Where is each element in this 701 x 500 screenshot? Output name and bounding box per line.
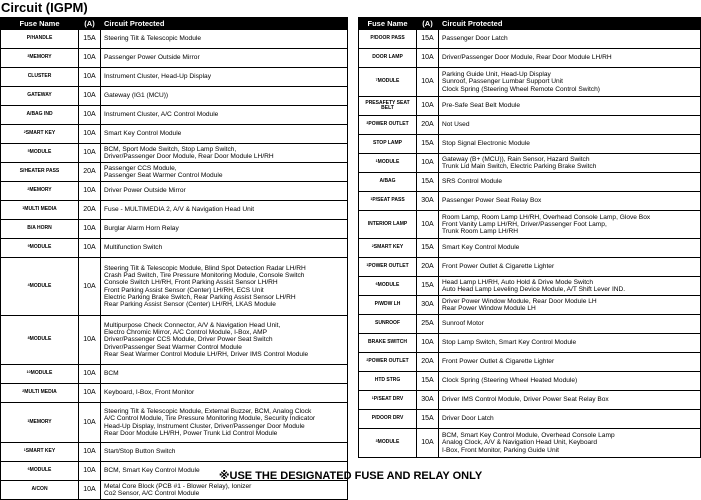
table-row [359,68,701,97]
fuse-table-right [358,17,701,458]
table-row [1,182,348,201]
fuse-amp-cell: 15A [79,30,101,49]
circuit-protected-cell: Passenger Power Outside Mirror [101,49,348,68]
fuse-name-cell [359,30,417,49]
table-row [359,277,701,296]
header-amp: (A) [417,18,439,30]
fuse-name: DOOR LAMP [372,54,403,61]
fuse-name: P/SEAT DRV [373,396,404,403]
fuse-amp-cell: 15A [417,372,439,391]
fuse-name: MODULE [29,467,52,474]
fuse-name: MODULE [377,439,400,446]
fuse-name-cell [359,410,417,429]
fuse-name: B/A HORN [27,225,52,232]
fuse-amp-cell: 10A [79,49,101,68]
fuse-name-cell [1,384,79,403]
table-row [359,372,701,391]
circuit-protected-cell: Pre-Safe Seat Belt Module [439,97,701,116]
circuit-protected-cell: Burglar Alarm Horn Relay [101,220,348,239]
fuse-name: SMART KEY [25,448,56,455]
table-row [359,30,701,49]
fuse-amp-cell: 10A [79,106,101,125]
table-row [359,192,701,211]
fuse-name: POWER OUTLET [368,358,409,365]
circuit-protected-cell: Driver IMS Control Module, Driver Power Seat Relay Box [439,391,701,410]
table-row [1,258,348,316]
circuit-protected-cell: Sunroof Motor [439,315,701,334]
fuse-amp-cell: 10A [79,384,101,403]
circuit-protected-cell: BCM, Smart Key Control Module, Overhead Console Lamp Analog Clock, A/V & Navigation Head Unit, Keyboard I-Box, Front Monitor, Parking Guide Unit [439,429,701,458]
fuse-amp-cell: 20A [417,353,439,372]
fuse-name: SMART KEY [25,130,56,137]
fuse-name: STOP LAMP [373,140,402,147]
table-row [1,106,348,125]
circuit-protected-cell: Fuse - MULTIMEDIA 2, A/V & Navigation Head Unit [101,201,348,220]
fuse-name-cell [359,429,417,458]
circuit-protected-cell: Keyboard, I-Box, Front Monitor [101,384,348,403]
fuse-number: 1 [23,448,26,453]
circuit-protected-cell: Front Power Outlet & Cigarette Lighter [439,353,701,372]
fuse-amp-cell: 10A [79,316,101,365]
fuse-number: 6 [375,282,378,287]
fuse-amp-cell: 10A [79,365,101,384]
circuit-protected-cell: Instrument Cluster, A/C Control Module [101,106,348,125]
fuse-number: 2 [22,389,25,394]
fuse-name: MODULE [377,159,400,166]
circuit-protected-cell: Driver Power Window Module, Rear Door Module LH Rear Power Window Module LH [439,296,701,315]
fuse-amp-cell: 10A [417,154,439,173]
table-row [359,49,701,68]
fuse-name-cell [359,239,417,258]
table-row [359,239,701,258]
fuse-amp-cell: 10A [417,97,439,116]
circuit-protected-cell: Multifunction Switch [101,239,348,258]
table-row [1,384,348,403]
fuse-amp-cell: 20A [417,258,439,277]
fuse-name-cell [1,201,79,220]
fuse-name-cell [359,116,417,135]
fuse-name: P/SEAT PASS [372,197,405,204]
fuse-amp-cell: 10A [417,334,439,353]
circuit-protected-cell: Passenger Door Latch [439,30,701,49]
table-row [359,429,701,458]
fuse-name: S/HEATER PASS [19,168,60,175]
fuse-number: 1 [22,206,25,211]
circuit-protected-cell: Not Used [439,116,701,135]
fuse-amp-cell: 10A [79,68,101,87]
fuse-number: 9 [27,244,30,249]
fuse-number: 2 [366,358,369,363]
fuse-number: 1 [375,159,378,164]
fuse-name-cell [1,403,79,443]
table-row [359,315,701,334]
circuit-protected-cell: Driver Door Latch [439,410,701,429]
fuse-name-cell [359,68,417,97]
fuse-name: P/DOOR PASS [370,35,405,42]
fuse-name: MODULE [30,370,53,377]
circuit-protected-cell: Stop Lamp Switch, Smart Key Control Module [439,334,701,353]
circuit-protected-cell: Multipurpose Check Connector, A/V & Navigation Head Unit, Electro Chromic Mirror, A/C Control Module, I-Box, AMP Driver/Passenger CCS Module, Driver Power Seat Switch Driver/Passenger Seat Warmer Control Module Rear Seat Warmer Control Module LH/RH, Driver IMS Control Module [101,316,348,365]
table-row [359,116,701,135]
fuse-name: POWER OUTLET [368,121,409,128]
fuse-name: BRAKE SWITCH [368,339,407,346]
circuit-protected-cell: Steering Tilt & Telescopic Module [101,30,348,49]
fuse-name-cell [359,135,417,154]
circuit-protected-cell: Driver/Passenger Door Module, Rear Door Module LH/RH [439,49,701,68]
table-row [1,403,348,443]
circuit-protected-cell: Head Lamp LH/RH, Auto Hold & Drive Mode Switch Auto Head Lamp Leveling Device Module, A/T Shift Lever IND. [439,277,701,296]
table-row [359,97,701,116]
fuse-amp-cell: 10A [417,429,439,458]
fuse-amp-cell: 10A [417,68,439,97]
fuse-name-cell [359,277,417,296]
fuse-number: 1 [27,418,30,423]
fuse-amp-cell: 10A [79,403,101,443]
circuit-protected-cell: Steering Tilt & Telescopic Module, External Buzzer, BCM, Analog Clock A/C Control Module, Tire Pressure Monitoring Module, Security Indicator Head-Up Display, Instrument Cluster, Driver/Passenger Door Module Rear Door Module LH/RH, Power Trunk Lid Control Module [101,403,348,443]
fuse-name-cell [359,315,417,334]
fuse-name-cell [1,144,79,163]
circuit-protected-cell: BCM [101,365,348,384]
fuse-number: 2 [27,187,30,192]
circuit-protected-cell: Stop Signal Electronic Module [439,135,701,154]
circuit-protected-cell: Smart Key Control Module [439,239,701,258]
fuse-amp-cell: 10A [79,481,101,500]
fuse-name-cell [1,220,79,239]
table-row [1,443,348,462]
fuse-amp-cell: 10A [417,49,439,68]
fuse-number: 4 [27,282,30,287]
circuit-protected-cell: Driver Power Outside Mirror [101,182,348,201]
fuse-name: MULTI MEDIA [24,389,57,396]
header-circuit: Circuit Protected [101,18,348,30]
fuse-name-cell [359,391,417,410]
fuse-name: MEMORY [29,54,52,61]
fuse-name-cell [359,211,417,239]
fuse-name: GATEWAY [27,92,52,99]
circuit-protected-cell: Smart Key Control Module [101,125,348,144]
fuse-amp-cell: 15A [417,173,439,192]
fuse-number: 8 [27,336,30,341]
circuit-protected-cell: Metal Core Block (PCB #1 - Blower Relay), Ionizer Co2 Sensor, A/C Control Module [101,481,348,500]
fuse-name-cell [1,68,79,87]
circuit-protected-cell: Instrument Cluster, Head-Up Display [101,68,348,87]
circuit-protected-cell: Room Lamp, Room Lamp LH/RH, Overhead Console Lamp, Glove Box Front Vanity Lamp LH/RH, Driver/Passenger Foot Lamp, Trunk Room Lamp LH/RH [439,211,701,239]
fuse-name-cell [359,296,417,315]
table-row [1,87,348,106]
table-row [359,334,701,353]
fuse-amp-cell: 25A [417,315,439,334]
fuse-name: PRESAFETY SEAT BELT [365,99,410,111]
fuse-table-left [0,17,348,500]
fuse-amp-cell: 10A [79,144,101,163]
fuse-amp-cell: 15A [417,30,439,49]
fuse-amp-cell: 10A [79,443,101,462]
fuse-number: 10 [26,370,31,375]
fuse-name: A/BAG IND [26,111,53,118]
fuse-name: MODULE [29,336,52,343]
fuse-amp-cell: 10A [79,462,101,481]
fuse-amp-cell: 30A [417,296,439,315]
fuse-name: MULTI MEDIA [24,206,57,213]
table-row [359,258,701,277]
fuse-name-cell [1,258,79,316]
table-row [1,220,348,239]
fuse-amp-cell: 30A [417,192,439,211]
fuse-amp-cell: 20A [417,116,439,135]
circuit-protected-cell: Front Power Outlet & Cigarette Lighter [439,258,701,277]
fuse-amp-cell: 20A [79,201,101,220]
fuse-amp-cell: 15A [417,135,439,154]
fuse-name: MODULE [377,282,400,289]
fuse-amp-cell: 10A [79,182,101,201]
fuse-number: 2 [371,244,374,249]
fuse-name-cell [359,97,417,116]
fuse-name-cell [1,87,79,106]
circuit-protected-cell: Steering Tilt & Telescopic Module, Blind Spot Detection Radar LH/RH Crash Pad Switch, Tire Pressure Monitoring Module, Console Switch Console Switch LH/RH, Front Parking Assist Sensor LH/RH Front Parking Assist Sensor (Center) LH/RH, ECS Unit Electric Parking Brake Switch, Rear Parking Assist Sensor LH/RH Rear Parking Assist Sensor (Center) LH/RH, LKAS Module [101,258,348,316]
fuse-name-cell [1,49,79,68]
header-circuit: Circuit Protected [439,18,701,30]
fuse-name-cell [1,239,79,258]
circuit-protected-cell: Gateway (IG1 (MCU)) [101,87,348,106]
fuse-name: P/HANDLE [26,35,53,42]
table-row [1,163,348,182]
fuse-name: POWER OUTLET [368,263,409,270]
fuse-name-cell [1,481,79,500]
fuse-amp-cell: 10A [79,239,101,258]
fuse-amp-cell: 10A [79,258,101,316]
circuit-protected-cell: Passenger Power Seat Relay Box [439,192,701,211]
table-row [1,365,348,384]
fuse-number: 7 [375,78,378,83]
circuit-protected-cell: Passenger CCS Module, Passenger Seat Warmer Control Module [101,163,348,182]
header-fuse-name: Fuse Name [1,18,79,30]
fuse-number: 3 [375,439,378,444]
table-header-row [359,18,701,30]
fuse-amp-cell: 15A [417,239,439,258]
fuse-amp-cell: 15A [417,277,439,296]
fuse-name-cell [1,30,79,49]
fuse-name-cell [359,258,417,277]
fuse-number: 5 [27,149,30,154]
circuit-protected-cell: Clock Spring (Steering Wheel Heated Module) [439,372,701,391]
fuse-name: P/WDW LH [374,301,401,308]
fuse-name-cell [359,334,417,353]
fuse-name: MODULE [29,244,52,251]
fuse-name: A/CON [31,486,48,493]
circuit-protected-cell: Start/Stop Button Switch [101,443,348,462]
fuse-amp-cell: 20A [79,163,101,182]
table-row [1,481,348,500]
circuit-protected-cell: Gateway (B+ (MCU)), Rain Sensor, Hazard Switch Trunk Lid Main Switch, Electric Parking Brake Switch [439,154,701,173]
fuse-name: MEMORY [29,418,52,425]
circuit-protected-cell: BCM, Sport Mode Switch, Stop Lamp Switch, Driver/Passenger Door Module, Rear Door Module LH/RH [101,144,348,163]
fuse-name: MODULE [29,282,52,289]
fuse-name: CLUSTER [27,73,52,80]
header-fuse-name: Fuse Name [359,18,417,30]
header-amp: (A) [79,18,101,30]
table-row [359,353,701,372]
table-row [1,316,348,365]
fuse-number: 3 [366,121,369,126]
table-row [1,49,348,68]
table-row [359,154,701,173]
table-row [359,173,701,192]
table-row [1,144,348,163]
table-row [359,410,701,429]
fuse-name: A/BAG [379,178,396,185]
fuse-name-cell [359,49,417,68]
table-row [359,391,701,410]
table-row [1,239,348,258]
table-row [1,201,348,220]
fuse-name-cell [359,173,417,192]
fuse-name: MEMORY [29,187,52,194]
fuse-number: 6 [27,467,30,472]
circuit-protected-cell: BCM, Smart Key Control Module [101,462,348,481]
fuse-name-cell [1,125,79,144]
table-row [1,68,348,87]
fuse-name: HTD STRG [374,377,401,384]
table-row [359,135,701,154]
fuse-name-cell [359,192,417,211]
fuse-name-cell [1,163,79,182]
fuse-warning-footer: ※USE THE DESIGNATED FUSE AND RELAY ONLY [218,470,483,482]
fuse-name: MODULE [29,149,52,156]
fuse-amp-cell: 10A [79,87,101,106]
fuse-number: 3 [27,54,30,59]
fuse-number: 1 [366,263,369,268]
fuse-name: SUNROOF [375,320,400,327]
fuse-name-cell [1,106,79,125]
fuse-name: MODULE [377,78,400,85]
fuse-amp-cell: 30A [417,391,439,410]
table-row [359,296,701,315]
fuse-name-cell [359,154,417,173]
fuse-name-cell [359,353,417,372]
table-row [1,125,348,144]
table-row [359,211,701,239]
fuse-amp-cell: 15A [417,410,439,429]
fuse-name-cell [1,182,79,201]
fuse-name: INTERIOR LAMP [367,220,408,227]
fuse-name-cell [1,365,79,384]
circuit-protected-cell: SRS Control Module [439,173,701,192]
fuse-name-cell [359,372,417,391]
fuse-number: 1 [371,396,374,401]
fuse-name-cell [1,316,79,365]
fuse-amp-cell: 10A [79,220,101,239]
fuse-name: P/DOOR DRV [371,415,404,422]
fuse-amp-cell: 10A [417,211,439,239]
fuse-number: 1 [370,197,373,202]
fuse-name: SMART KEY [373,244,404,251]
page-title: Circuit (IGPM) [1,0,88,15]
fuse-name-cell [1,443,79,462]
circuit-protected-cell: Parking Guide Unit, Head-Up Display Sunroof, Passenger Lumbar Support Unit Clock Spring (Steering Wheel Remote Control Switch) [439,68,701,97]
fuse-amp-cell: 10A [79,125,101,144]
fuse-number: 2 [23,130,26,135]
table-row [1,30,348,49]
table-header-row [1,18,348,30]
